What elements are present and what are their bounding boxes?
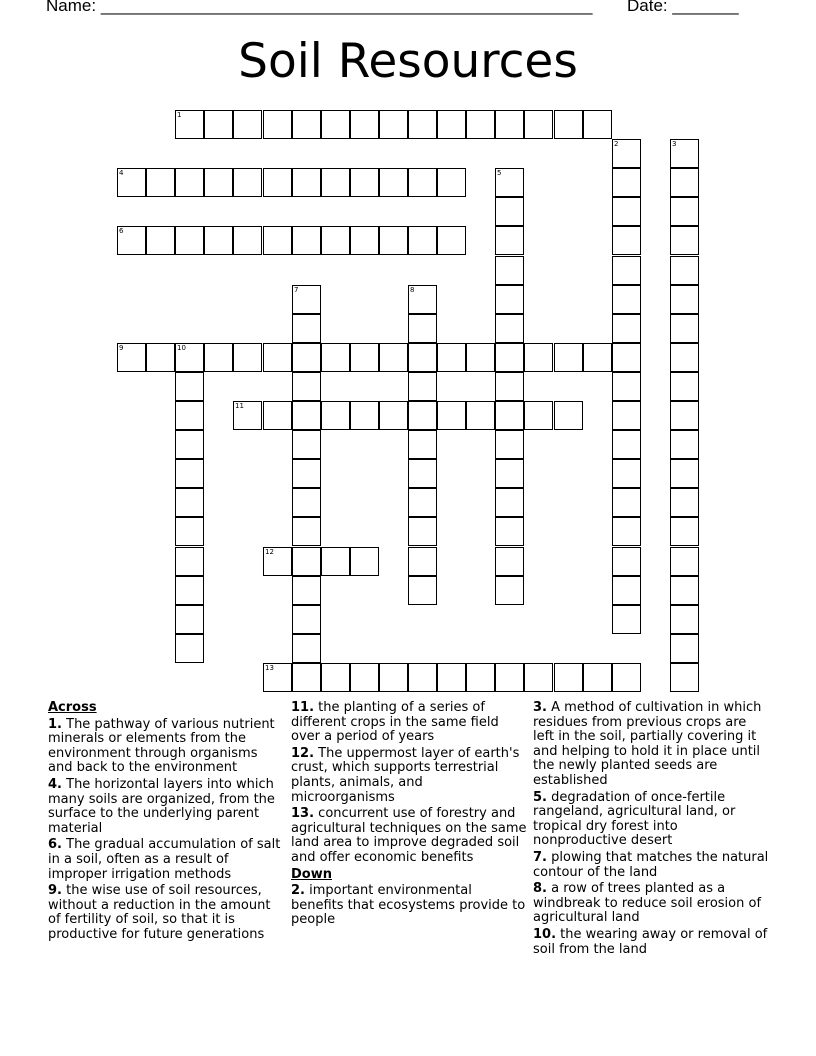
grid-cell[interactable] [612,226,641,255]
grid-cell[interactable] [524,401,553,430]
grid-cell[interactable] [292,547,321,576]
grid-cell[interactable] [146,168,175,197]
grid-cell[interactable] [408,226,437,255]
down-heading: Down [291,866,332,882]
grid-cell[interactable] [554,343,583,372]
grid-cell[interactable] [146,343,175,372]
grid-cell[interactable] [524,110,553,139]
grid-cell[interactable] [670,197,699,226]
clue-across-11: 11. the planting of a series of different crops in the same field over a period of years [291,700,499,745]
grid-cell[interactable] [670,488,699,517]
grid-cell[interactable] [292,285,321,314]
grid-cell[interactable] [495,517,524,546]
grid-cell[interactable] [495,372,524,401]
grid-cell[interactable] [408,168,437,197]
grid-cell[interactable] [292,372,321,401]
clue-down-5: 5. degradation of once-fertile rangeland, agricultural land, or tropical dry forest into nonproductive desert [533,789,736,849]
grid-cell[interactable] [670,168,699,197]
grid-cell[interactable] [495,256,524,285]
grid-cell[interactable] [408,372,437,401]
grid-cell[interactable] [670,547,699,576]
grid-cell[interactable] [350,401,379,430]
grid-cell[interactable] [292,168,321,197]
grid-cell[interactable] [437,401,466,430]
grid-cell[interactable] [233,110,262,139]
clue-number: 1 [177,111,182,119]
grid-cell[interactable] [612,139,641,168]
grid-cell[interactable] [321,343,350,372]
grid-cell[interactable] [292,517,321,546]
grid-cell[interactable] [495,110,524,139]
grid-cell[interactable] [495,459,524,488]
grid-cell[interactable] [379,401,408,430]
grid-cell[interactable] [583,663,612,692]
grid-cell[interactable] [495,401,524,430]
grid-cell[interactable] [175,488,204,517]
grid-cell[interactable] [321,168,350,197]
clues-column-2 [291,701,527,930]
grid-cell[interactable] [670,256,699,285]
grid-cell[interactable] [495,226,524,255]
grid-cell[interactable] [379,110,408,139]
grid-cell[interactable] [495,576,524,605]
grid-cell[interactable] [175,517,204,546]
grid-cell[interactable] [437,663,466,692]
clue-down-7: 7. plowing that matches the natural contour of the land [533,849,769,880]
grid-cell[interactable] [321,547,350,576]
grid-cell[interactable] [670,634,699,663]
grid-cell[interactable] [292,605,321,634]
grid-cell[interactable] [670,372,699,401]
grid-cell[interactable] [175,634,204,663]
grid-cell[interactable] [379,663,408,692]
date-label: Date: [627,0,668,15]
grid-cell[interactable] [495,430,524,459]
clue-across-6: 6. The gradual accumulation of salt in a soil, often as a result of improper irrigation methods [48,837,281,882]
grid-cell[interactable] [612,663,641,692]
grid-cell[interactable] [175,401,204,430]
clue-number: 3 [672,140,677,148]
grid-cell[interactable] [495,168,524,197]
clue-down-8: 8. a row of trees planted as a windbreak to reduce soil erosion of agricultural land [533,881,762,926]
grid-cell[interactable] [670,459,699,488]
clue-number: 6 [119,227,124,235]
grid-cell[interactable] [379,168,408,197]
clue-down-10: 10. the wearing away or removal of soil from the land [533,926,768,957]
grid-cell[interactable] [204,226,233,255]
grid-cell[interactable] [612,576,641,605]
clues-column-3 [533,701,769,959]
grid-cell[interactable] [175,430,204,459]
clue-number: 11 [235,402,244,410]
clue-number: 13 [265,664,274,672]
grid-cell[interactable] [670,314,699,343]
grid-cell[interactable] [175,110,204,139]
grid-cell[interactable] [175,547,204,576]
grid-cell[interactable] [292,110,321,139]
grid-cell[interactable] [524,343,553,372]
grid-cell[interactable] [670,663,699,692]
clue-number: 8 [410,286,415,294]
grid-cell[interactable] [495,663,524,692]
clue-number: 9 [119,344,124,352]
grid-cell[interactable] [175,168,204,197]
grid-cell[interactable] [292,488,321,517]
grid-cell[interactable] [466,401,495,430]
grid-cell[interactable] [321,226,350,255]
grid-cell[interactable] [670,285,699,314]
grid-cell[interactable] [263,401,292,430]
grid-cell[interactable] [554,663,583,692]
clue-number: 5 [497,169,502,177]
name-line[interactable]: ____________________________________________________ [100,0,593,15]
grid-cell[interactable] [350,110,379,139]
clue-number: 7 [294,286,299,294]
grid-cell[interactable] [350,343,379,372]
across-heading: Across [48,700,97,715]
grid-cell[interactable] [495,343,524,372]
grid-cell[interactable] [612,256,641,285]
grid-cell[interactable] [554,110,583,139]
clue-across-12: 12. The uppermost layer of earth's crust, which supports terrestrial plants, animals, and microorganisms [291,745,520,805]
grid-cell[interactable] [117,343,146,372]
date-field[interactable] [627,0,739,16]
grid-cell[interactable] [408,517,437,546]
grid-cell[interactable] [175,605,204,634]
grid-cell[interactable] [583,343,612,372]
grid-cell[interactable] [612,197,641,226]
grid-cell[interactable] [524,663,553,692]
grid-cell[interactable] [292,343,321,372]
grid-cell[interactable] [408,576,437,605]
clue-number: 10 [177,344,186,352]
grid-cell[interactable] [321,401,350,430]
grid-cell[interactable] [408,285,437,314]
grid-cell[interactable] [263,343,292,372]
clue-across-13: 13. concurrent use of forestry and agricultural techniques on the same land area to improve degraded soil and offer economic benefits [291,806,527,865]
grid-cell[interactable] [408,488,437,517]
grid-cell[interactable] [408,663,437,692]
grid-cell[interactable] [612,401,641,430]
grid-cell[interactable] [117,226,146,255]
grid-cell[interactable] [292,314,321,343]
grid-cell[interactable] [437,168,466,197]
name-field[interactable] [46,0,592,16]
grid-cell[interactable] [670,517,699,546]
grid-cell[interactable] [233,168,262,197]
grid-cell[interactable] [612,372,641,401]
grid-cell[interactable] [670,401,699,430]
grid-cell[interactable] [670,576,699,605]
grid-cell[interactable] [612,459,641,488]
grid-cell[interactable] [263,226,292,255]
grid-cell[interactable] [233,343,262,372]
grid-cell[interactable] [204,110,233,139]
grid-cell[interactable] [233,226,262,255]
grid-cell[interactable] [466,343,495,372]
grid-cell[interactable] [292,459,321,488]
grid-cell[interactable] [670,605,699,634]
grid-cell[interactable] [117,168,146,197]
grid-cell[interactable] [292,430,321,459]
grid-cell[interactable] [292,663,321,692]
clue-down-2: 2. important environmental benefits that ecosystems provide to people [291,883,526,928]
grid-cell[interactable] [670,343,699,372]
grid-cell[interactable] [612,168,641,197]
grid-cell[interactable] [495,547,524,576]
grid-cell[interactable] [670,430,699,459]
grid-cell[interactable] [175,459,204,488]
grid-cell[interactable] [554,401,583,430]
grid-cell[interactable] [466,663,495,692]
grid-cell[interactable] [408,547,437,576]
grid-cell[interactable] [408,459,437,488]
grid-cell[interactable] [408,401,437,430]
grid-cell[interactable] [175,576,204,605]
grid-cell[interactable] [408,343,437,372]
grid-cell[interactable] [670,226,699,255]
clue-number: 2 [614,140,619,148]
grid-cell[interactable] [408,430,437,459]
clue-number: 4 [119,169,124,177]
grid-cell[interactable] [263,168,292,197]
grid-cell[interactable] [437,343,466,372]
grid-cell[interactable] [263,110,292,139]
clues-column-1 [48,701,284,945]
name-label: Name: [46,0,97,15]
grid-cell[interactable] [292,226,321,255]
clue-across-4: 4. The horizontal layers into which many soils are organized, from the surface to the underlying parent material [48,776,275,836]
grid-cell[interactable] [204,168,233,197]
grid-cell[interactable] [612,517,641,546]
grid-cell[interactable] [292,634,321,663]
grid-cell[interactable] [495,197,524,226]
grid-cell[interactable] [612,430,641,459]
grid-cell[interactable] [146,226,175,255]
grid-cell[interactable] [437,110,466,139]
grid-cell[interactable] [292,576,321,605]
grid-cell[interactable] [670,139,699,168]
grid-cell[interactable] [495,314,524,343]
grid-cell[interactable] [495,285,524,314]
grid-cell[interactable] [204,343,233,372]
grid-cell[interactable] [612,488,641,517]
date-line[interactable]: _______ [672,0,739,15]
grid-cell[interactable] [612,547,641,576]
grid-cell[interactable] [321,663,350,692]
clue-across-1: 1. The pathway of various nutrient minerals or elements from the environment through organisms and back to the environment [48,716,275,776]
clue-number: 12 [265,548,274,556]
grid-cell[interactable] [612,343,641,372]
grid-cell[interactable] [612,314,641,343]
grid-cell[interactable] [466,110,495,139]
grid-cell[interactable] [263,663,292,692]
grid-cell[interactable] [612,605,641,634]
grid-cell[interactable] [175,372,204,401]
grid-cell[interactable] [350,226,379,255]
grid-cell[interactable] [175,343,204,372]
page-title: Soil Resources [238,34,578,89]
grid-cell[interactable] [263,547,292,576]
grid-cell[interactable] [175,226,204,255]
clue-down-3: 3. A method of cultivation in which residues from previous crops are left in the soil, partially covering it and helping to hold it in place until the newly planted seeds are established [533,700,762,788]
grid-cell[interactable] [379,343,408,372]
grid-cell[interactable] [350,547,379,576]
grid-cell[interactable] [321,110,350,139]
grid-cell[interactable] [350,663,379,692]
grid-cell[interactable] [583,110,612,139]
grid-cell[interactable] [408,110,437,139]
grid-cell[interactable] [292,401,321,430]
grid-cell[interactable] [612,285,641,314]
grid-cell[interactable] [408,314,437,343]
grid-cell[interactable] [233,401,262,430]
grid-cell[interactable] [495,488,524,517]
grid-cell[interactable] [350,168,379,197]
clue-across-9: 9. the wise use of soil resources, without a reduction in the amount of fertility of soil, so that it is productive for future generations [48,883,271,942]
grid-cell[interactable] [379,226,408,255]
grid-cell[interactable] [437,226,466,255]
